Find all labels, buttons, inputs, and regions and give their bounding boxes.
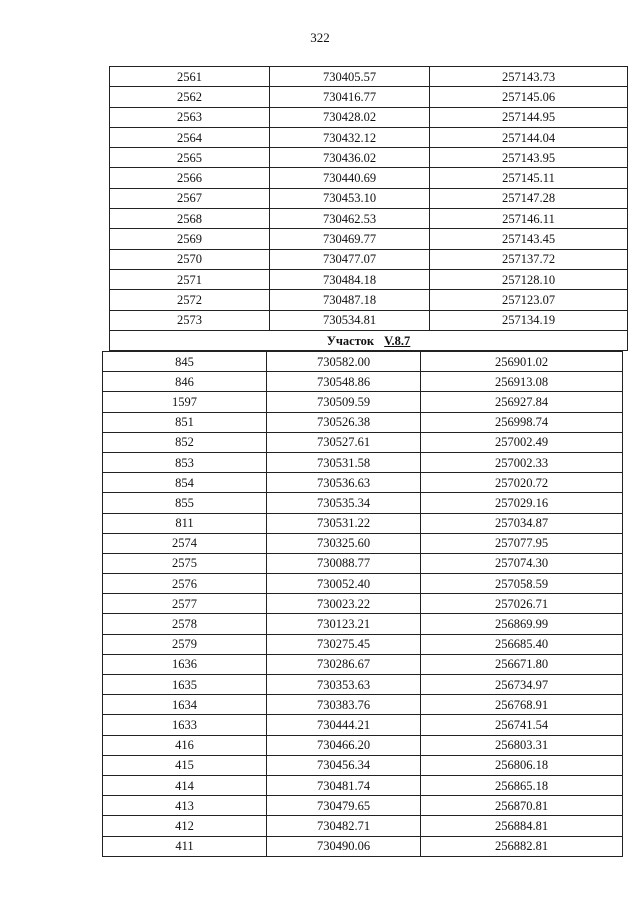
table-row bbox=[103, 412, 623, 432]
page-number: 322 bbox=[310, 30, 330, 45]
x-coordinate-cell: 730456.34 bbox=[267, 755, 421, 775]
x-coordinate-cell: 730353.63 bbox=[267, 675, 421, 695]
table-row bbox=[103, 553, 623, 573]
table-row bbox=[110, 249, 628, 269]
section-label: Участок bbox=[326, 333, 375, 348]
point-number-cell: 1597 bbox=[103, 392, 267, 412]
x-coordinate-cell: 730490.06 bbox=[267, 836, 421, 856]
table-row bbox=[103, 775, 623, 795]
point-number-cell: 2561 bbox=[110, 67, 270, 87]
point-number-cell: 811 bbox=[103, 513, 267, 533]
x-coordinate-cell: 730023.22 bbox=[267, 594, 421, 614]
y-coordinate-cell: 256870.81 bbox=[421, 796, 623, 816]
y-coordinate-cell: 256671.80 bbox=[421, 654, 623, 674]
y-coordinate-cell: 256806.18 bbox=[421, 755, 623, 775]
y-coordinate-cell: 257137.72 bbox=[430, 249, 628, 269]
y-coordinate-cell: 257034.87 bbox=[421, 513, 623, 533]
point-number-cell: 852 bbox=[103, 432, 267, 452]
y-coordinate-cell: 257026.71 bbox=[421, 594, 623, 614]
x-coordinate-cell: 730123.21 bbox=[267, 614, 421, 634]
table-row bbox=[110, 188, 628, 208]
y-coordinate-cell: 257123.07 bbox=[430, 290, 628, 310]
x-coordinate-cell: 730088.77 bbox=[267, 553, 421, 573]
point-number-cell: 2570 bbox=[110, 249, 270, 269]
point-number-cell: 2574 bbox=[103, 533, 267, 553]
section-code: V.8.7 bbox=[384, 333, 411, 348]
table-row bbox=[103, 574, 623, 594]
x-coordinate-cell: 730428.02 bbox=[270, 107, 430, 127]
y-coordinate-cell: 257145.06 bbox=[430, 87, 628, 107]
x-coordinate-cell: 730535.34 bbox=[267, 493, 421, 513]
point-number-cell: 1635 bbox=[103, 675, 267, 695]
y-coordinate-cell: 257074.30 bbox=[421, 553, 623, 573]
y-coordinate-cell: 256734.97 bbox=[421, 675, 623, 695]
point-number-cell: 415 bbox=[103, 755, 267, 775]
table-row bbox=[110, 87, 628, 107]
point-number-cell: 2575 bbox=[103, 553, 267, 573]
x-coordinate-cell: 730286.67 bbox=[267, 654, 421, 674]
y-coordinate-cell: 256865.18 bbox=[421, 775, 623, 795]
point-number-cell: 414 bbox=[103, 775, 267, 795]
point-number-cell: 1636 bbox=[103, 654, 267, 674]
y-coordinate-cell: 256901.02 bbox=[421, 352, 623, 372]
point-number-cell: 1634 bbox=[103, 695, 267, 715]
section-header-row bbox=[110, 330, 628, 350]
x-coordinate-cell: 730582.00 bbox=[267, 352, 421, 372]
y-coordinate-cell: 257147.28 bbox=[430, 188, 628, 208]
x-coordinate-cell: 730531.22 bbox=[267, 513, 421, 533]
x-coordinate-cell: 730453.10 bbox=[270, 188, 430, 208]
x-coordinate-cell: 730531.58 bbox=[267, 452, 421, 472]
y-coordinate-cell: 256884.81 bbox=[421, 816, 623, 836]
x-coordinate-cell: 730534.81 bbox=[270, 310, 430, 330]
x-coordinate-cell: 730481.74 bbox=[267, 775, 421, 795]
x-coordinate-cell: 730440.69 bbox=[270, 168, 430, 188]
y-coordinate-cell: 257145.11 bbox=[430, 168, 628, 188]
y-coordinate-cell: 256882.81 bbox=[421, 836, 623, 856]
point-number-cell: 2563 bbox=[110, 107, 270, 127]
table-row bbox=[110, 229, 628, 249]
table-row bbox=[103, 675, 623, 695]
table-row bbox=[103, 432, 623, 452]
table-row bbox=[103, 352, 623, 372]
table-row bbox=[103, 735, 623, 755]
coordinates-table-upper bbox=[109, 66, 628, 351]
x-coordinate-cell: 730477.07 bbox=[270, 249, 430, 269]
point-number-cell: 851 bbox=[103, 412, 267, 432]
y-coordinate-cell: 257029.16 bbox=[421, 493, 623, 513]
y-coordinate-cell: 256685.40 bbox=[421, 634, 623, 654]
point-number-cell: 2567 bbox=[110, 188, 270, 208]
y-coordinate-cell: 257128.10 bbox=[430, 269, 628, 289]
table-row bbox=[110, 310, 628, 330]
table-row bbox=[103, 493, 623, 513]
x-coordinate-cell: 730526.38 bbox=[267, 412, 421, 432]
y-coordinate-cell: 256768.91 bbox=[421, 695, 623, 715]
point-number-cell: 2579 bbox=[103, 634, 267, 654]
point-number-cell: 1633 bbox=[103, 715, 267, 735]
x-coordinate-cell: 730548.86 bbox=[267, 372, 421, 392]
table-row bbox=[110, 127, 628, 147]
table-row bbox=[103, 816, 623, 836]
y-coordinate-cell: 257077.95 bbox=[421, 533, 623, 553]
table-row bbox=[103, 836, 623, 856]
x-coordinate-cell: 730479.65 bbox=[267, 796, 421, 816]
y-coordinate-cell: 257143.95 bbox=[430, 148, 628, 168]
table-row bbox=[103, 533, 623, 553]
table-row bbox=[103, 392, 623, 412]
x-coordinate-cell: 730487.18 bbox=[270, 290, 430, 310]
table-row bbox=[110, 269, 628, 289]
x-coordinate-cell: 730509.59 bbox=[267, 392, 421, 412]
y-coordinate-cell: 257020.72 bbox=[421, 473, 623, 493]
point-number-cell: 2568 bbox=[110, 209, 270, 229]
point-number-cell: 411 bbox=[103, 836, 267, 856]
point-number-cell: 2566 bbox=[110, 168, 270, 188]
point-number-cell: 2564 bbox=[110, 127, 270, 147]
x-coordinate-cell: 730466.20 bbox=[267, 735, 421, 755]
table-row bbox=[110, 168, 628, 188]
point-number-cell: 2577 bbox=[103, 594, 267, 614]
x-coordinate-cell: 730416.77 bbox=[270, 87, 430, 107]
table-row bbox=[103, 654, 623, 674]
point-number-cell: 2565 bbox=[110, 148, 270, 168]
x-coordinate-cell: 730527.61 bbox=[267, 432, 421, 452]
table-row bbox=[110, 290, 628, 310]
point-number-cell: 845 bbox=[103, 352, 267, 372]
table-row bbox=[103, 634, 623, 654]
y-coordinate-cell: 257146.11 bbox=[430, 209, 628, 229]
table-row bbox=[103, 513, 623, 533]
point-number-cell: 846 bbox=[103, 372, 267, 392]
x-coordinate-cell: 730052.40 bbox=[267, 574, 421, 594]
point-number-cell: 2569 bbox=[110, 229, 270, 249]
coordinates-table-lower bbox=[102, 351, 623, 857]
table-row bbox=[103, 796, 623, 816]
y-coordinate-cell: 257144.95 bbox=[430, 107, 628, 127]
table-row bbox=[103, 755, 623, 775]
y-coordinate-cell: 257143.45 bbox=[430, 229, 628, 249]
point-number-cell: 855 bbox=[103, 493, 267, 513]
point-number-cell: 853 bbox=[103, 452, 267, 472]
y-coordinate-cell: 257143.73 bbox=[430, 67, 628, 87]
point-number-cell: 2572 bbox=[110, 290, 270, 310]
y-coordinate-cell: 257058.59 bbox=[421, 574, 623, 594]
table-row bbox=[103, 594, 623, 614]
y-coordinate-cell: 256869.99 bbox=[421, 614, 623, 634]
x-coordinate-cell: 730469.77 bbox=[270, 229, 430, 249]
x-coordinate-cell: 730432.12 bbox=[270, 127, 430, 147]
y-coordinate-cell: 257144.04 bbox=[430, 127, 628, 147]
x-coordinate-cell: 730275.45 bbox=[267, 634, 421, 654]
point-number-cell: 413 bbox=[103, 796, 267, 816]
point-number-cell: 2573 bbox=[110, 310, 270, 330]
table-row bbox=[103, 372, 623, 392]
table-row bbox=[103, 695, 623, 715]
point-number-cell: 2576 bbox=[103, 574, 267, 594]
x-coordinate-cell: 730482.71 bbox=[267, 816, 421, 836]
x-coordinate-cell: 730325.60 bbox=[267, 533, 421, 553]
x-coordinate-cell: 730444.21 bbox=[267, 715, 421, 735]
y-coordinate-cell: 257134.19 bbox=[430, 310, 628, 330]
table-row bbox=[110, 107, 628, 127]
x-coordinate-cell: 730383.76 bbox=[267, 695, 421, 715]
y-coordinate-cell: 256741.54 bbox=[421, 715, 623, 735]
y-coordinate-cell: 257002.49 bbox=[421, 432, 623, 452]
table-row bbox=[103, 614, 623, 634]
y-coordinate-cell: 256913.08 bbox=[421, 372, 623, 392]
x-coordinate-cell: 730484.18 bbox=[270, 269, 430, 289]
point-number-cell: 2562 bbox=[110, 87, 270, 107]
section-header-cell bbox=[110, 330, 628, 350]
table-row bbox=[110, 67, 628, 87]
x-coordinate-cell: 730436.02 bbox=[270, 148, 430, 168]
table-row bbox=[110, 148, 628, 168]
x-coordinate-cell: 730405.57 bbox=[270, 67, 430, 87]
y-coordinate-cell: 256803.31 bbox=[421, 735, 623, 755]
y-coordinate-cell: 256998.74 bbox=[421, 412, 623, 432]
point-number-cell: 416 bbox=[103, 735, 267, 755]
point-number-cell: 412 bbox=[103, 816, 267, 836]
y-coordinate-cell: 256927.84 bbox=[421, 392, 623, 412]
table-row bbox=[110, 209, 628, 229]
y-coordinate-cell: 257002.33 bbox=[421, 452, 623, 472]
x-coordinate-cell: 730462.53 bbox=[270, 209, 430, 229]
point-number-cell: 854 bbox=[103, 473, 267, 493]
point-number-cell: 2578 bbox=[103, 614, 267, 634]
table-row bbox=[103, 715, 623, 735]
x-coordinate-cell: 730536.63 bbox=[267, 473, 421, 493]
table-row bbox=[103, 473, 623, 493]
point-number-cell: 2571 bbox=[110, 269, 270, 289]
table-row bbox=[103, 452, 623, 472]
